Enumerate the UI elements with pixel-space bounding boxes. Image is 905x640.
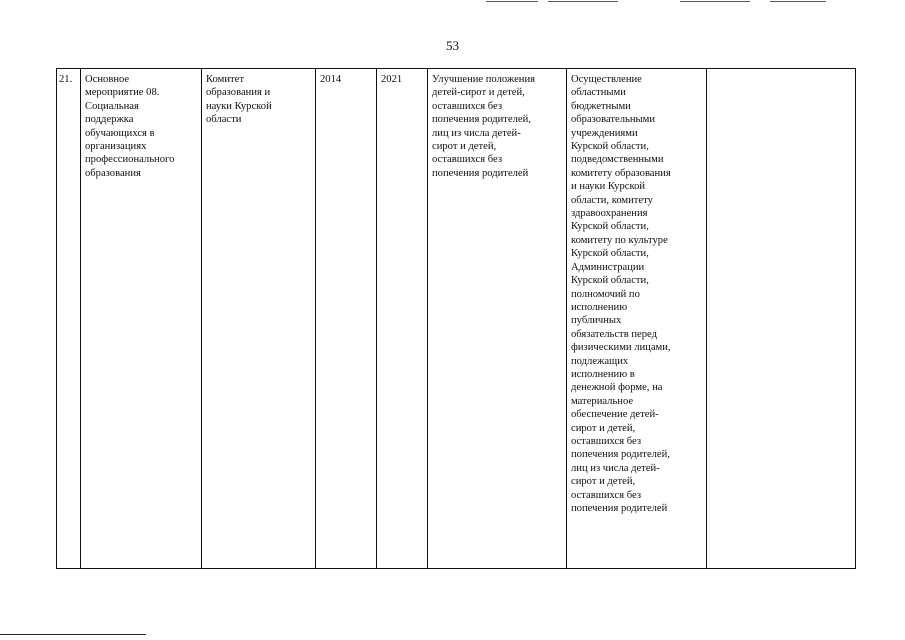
scan-artifact <box>486 1 538 2</box>
page-number: 53 <box>446 38 459 53</box>
event-name-cell: Основное мероприятие 08. Социальная поддержка обучающихся в организациях профессионального образования <box>81 69 202 569</box>
start-year-cell: 2014 <box>316 69 377 569</box>
scan-artifact <box>770 1 826 2</box>
scan-artifact <box>680 1 750 2</box>
implementation-directions-cell: Осуществление областными бюджетными образовательными учреждениями Курской области, подведомственными комитету образования и науки Курской области, комитету здравоохранения Курской области, комитету по культуре Курской области, Администрации Курской области, полномочий по исполнению публичных обязательств перед физическими лицами, подлежащих исполнению в денежной форме, на материальное обеспечение детей- сирот и детей, оставшихся без попечения родителей, лиц из числа детей- сирот и детей, оставшихся без попечения родителей <box>567 69 707 569</box>
indicator-link-cell <box>707 69 856 569</box>
end-year-cell: 2021 <box>377 69 428 569</box>
table-row <box>57 69 856 569</box>
footnote-rule <box>0 634 146 635</box>
row-number-cell: 21. <box>57 69 81 569</box>
expected-result-cell: Улучшение положения детей-сирот и детей, оставшихся без попечения родителей, лиц из числа детей- сирот и детей, оставшихся без попечения родителей <box>428 69 567 569</box>
executor-cell: Комитет образования и науки Курской области <box>202 69 316 569</box>
scan-artifact <box>548 1 618 2</box>
program-events-table <box>56 68 856 569</box>
